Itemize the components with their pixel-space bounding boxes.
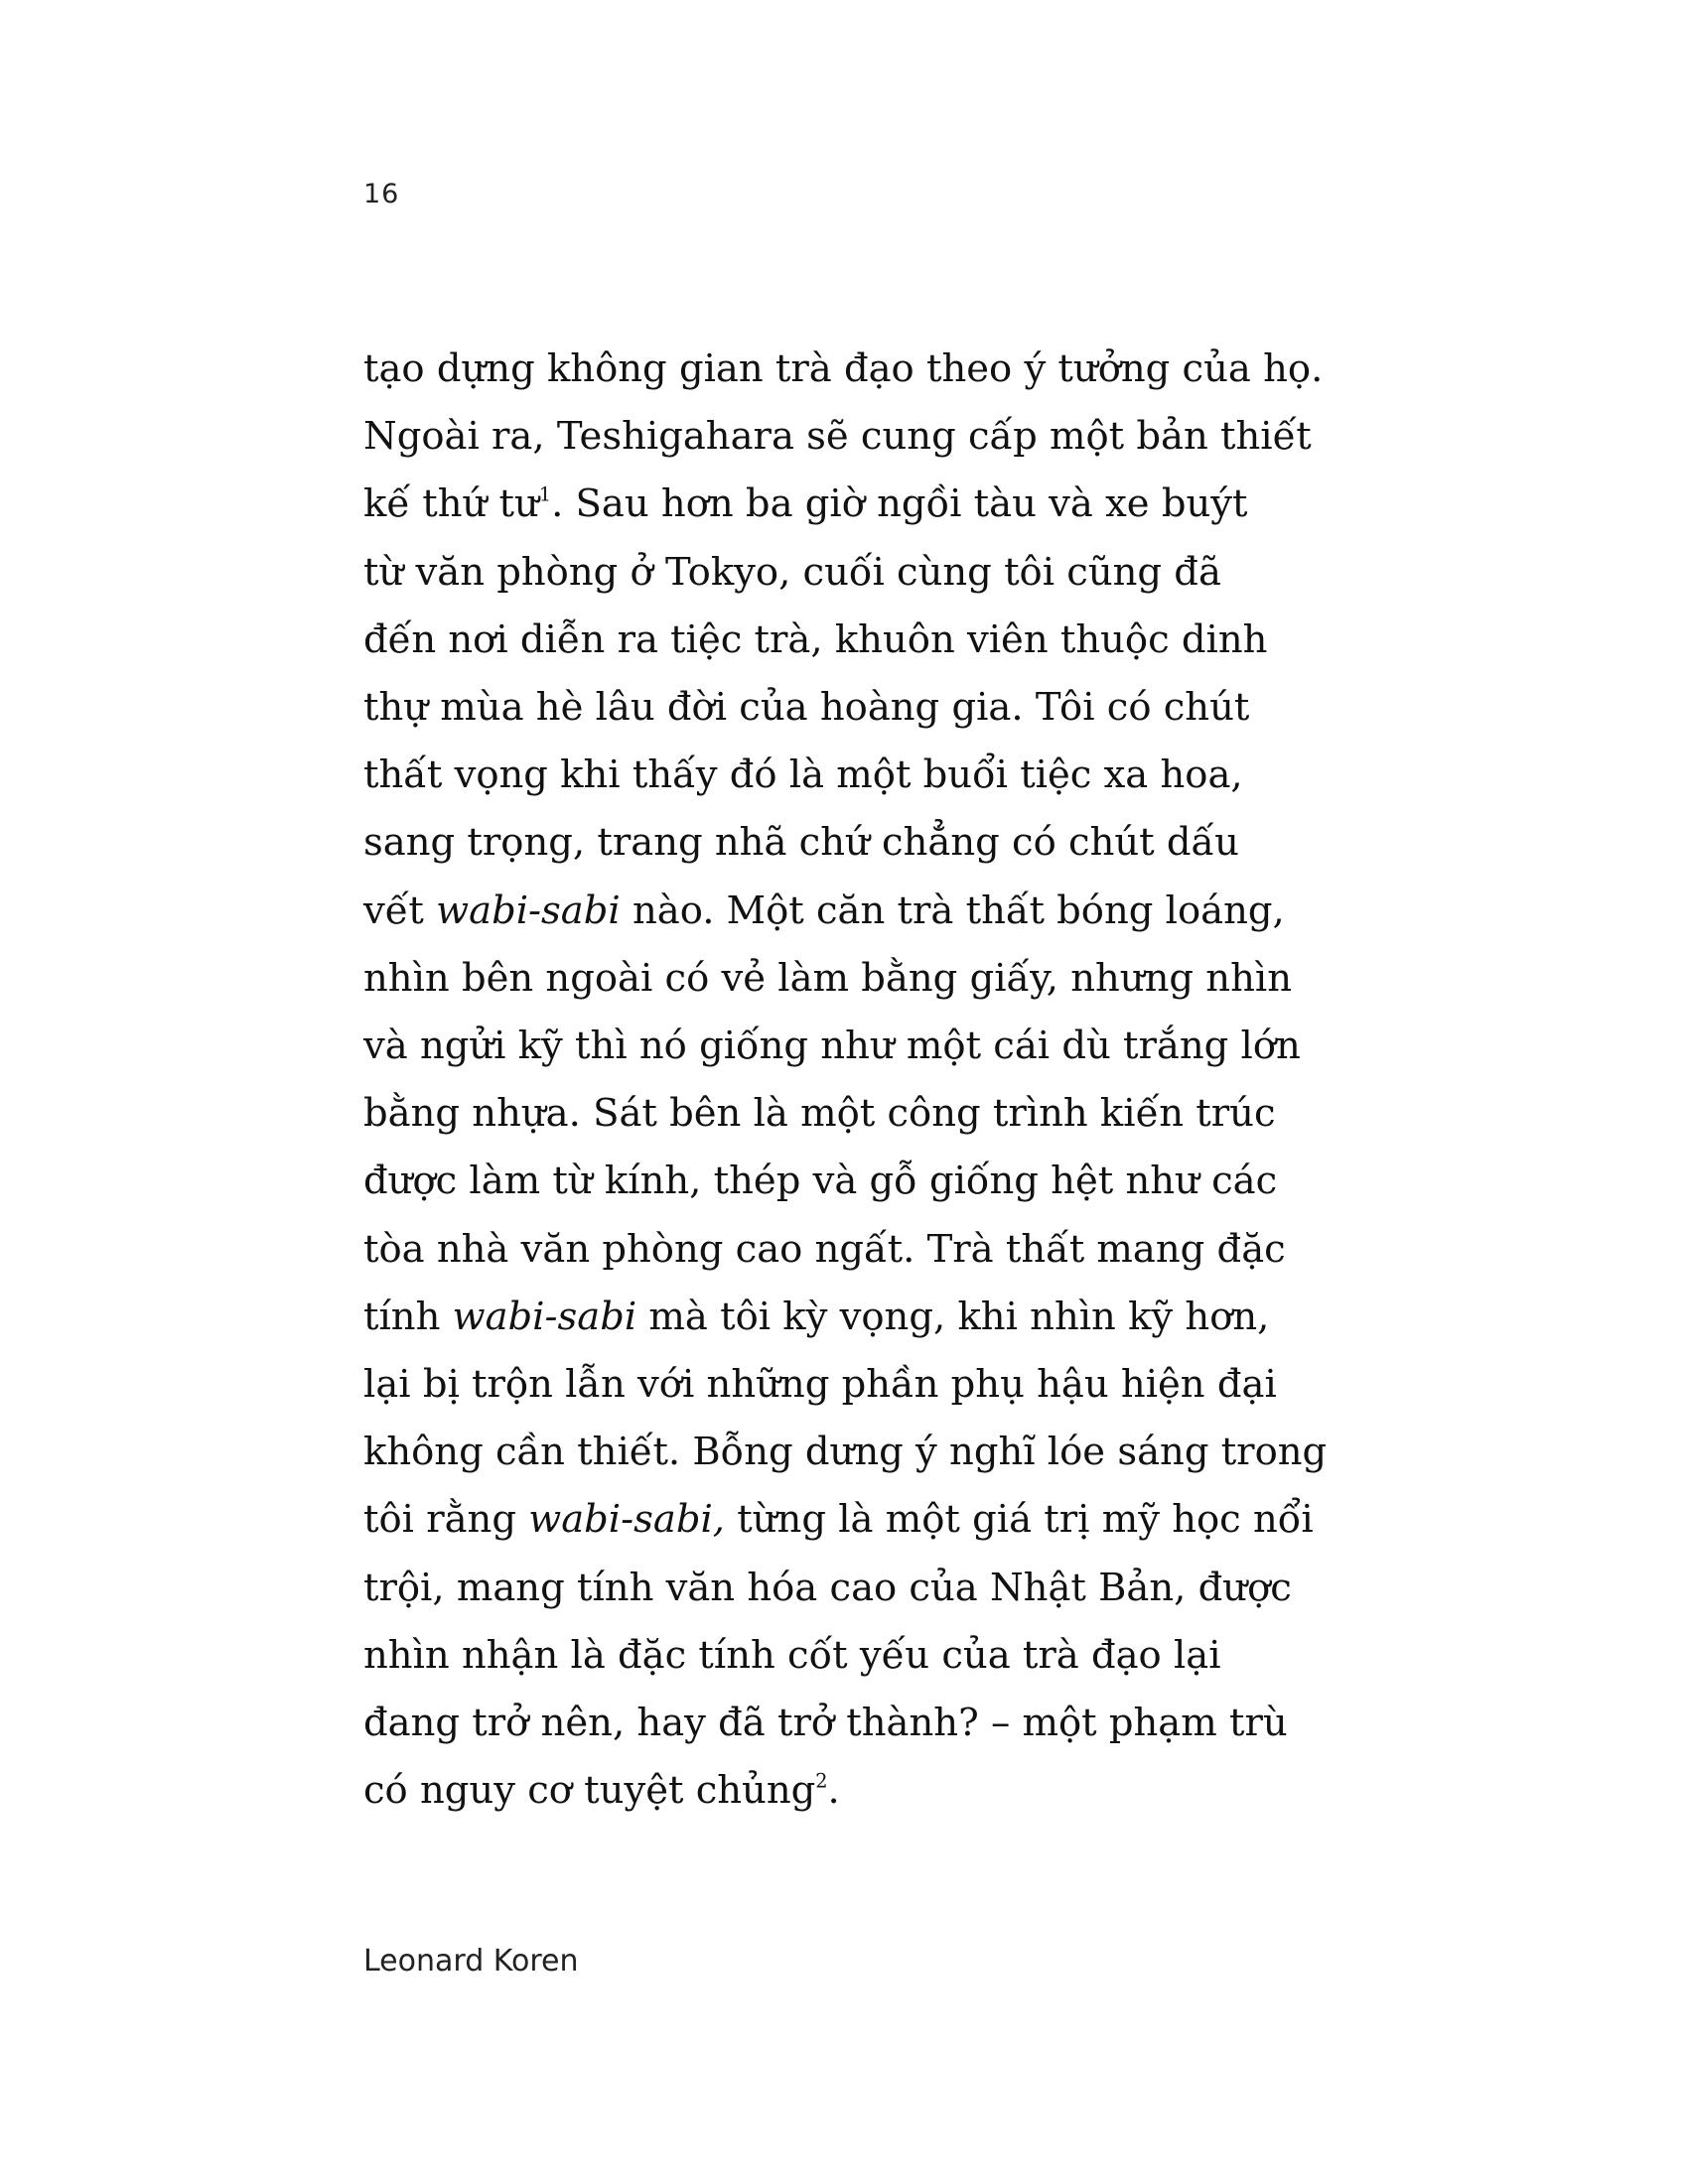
italic-term: wabi-sabi bbox=[436, 887, 621, 933]
text-line bbox=[363, 1013, 1356, 1080]
author-name: Leonard Koren bbox=[363, 1944, 579, 1979]
text-line bbox=[363, 1690, 1356, 1757]
text-line bbox=[363, 674, 1356, 742]
text-segment: và ngửi kỹ thì nó giống như một cái dù trắng lớn bbox=[363, 1024, 1301, 1069]
text-line bbox=[363, 471, 1356, 538]
text-segment: Ngoài ra, Teshigahara sẽ cung cấp một bản thiết bbox=[363, 414, 1312, 460]
text-segment: bằng nhựa. Sát bên là một công trình kiến trúc bbox=[363, 1091, 1276, 1137]
text-line bbox=[363, 403, 1356, 471]
text-line bbox=[363, 539, 1356, 607]
text-segment: lại bị trộn lẫn với những phần phụ hậu hiện đại bbox=[363, 1362, 1277, 1408]
text-segment: thự mùa hè lâu đời của hoàng gia. Tôi có chút bbox=[363, 685, 1250, 731]
text-line bbox=[363, 1148, 1356, 1215]
text-segment: tôi rằng bbox=[363, 1497, 529, 1543]
text-segment: tạo dựng không gian trà đạo theo ý tưởng của họ. bbox=[363, 346, 1324, 391]
text-segment: đến nơi diễn ra tiệc trà, khuôn viên thuộc dinh bbox=[363, 616, 1268, 662]
page-number: 16 bbox=[363, 179, 400, 209]
text-line bbox=[363, 1284, 1356, 1351]
text-segment: có nguy cơ tuyệt chủng bbox=[363, 1768, 816, 1814]
text-segment: trội, mang tính văn hóa cao của Nhật Bản, được bbox=[363, 1565, 1292, 1610]
text-segment: nhìn bên ngoài có vẻ làm bằng giấy, nhưng nhìn bbox=[363, 955, 1292, 1001]
text-segment: tòa nhà văn phòng cao ngất. Trà thất mang đặc bbox=[363, 1226, 1286, 1272]
text-line bbox=[363, 742, 1356, 809]
text-segment: từ văn phòng ở Tokyo, cuối cùng tôi cũng đã bbox=[363, 549, 1221, 595]
text-line bbox=[363, 1555, 1356, 1622]
text-line bbox=[363, 336, 1356, 403]
text-segment: đang trở nên, hay đã trở thành? – một phạm trù bbox=[363, 1701, 1288, 1746]
text-line bbox=[363, 607, 1356, 674]
text-segment: nhìn nhận là đặc tính cốt yếu của trà đạo lại bbox=[363, 1632, 1221, 1678]
text-line bbox=[363, 1486, 1356, 1554]
text-line bbox=[363, 1351, 1356, 1419]
text-line bbox=[363, 1419, 1356, 1486]
italic-term: wabi-sabi, bbox=[528, 1497, 726, 1543]
footnote-marker: 2 bbox=[815, 1769, 828, 1793]
text-segment: . bbox=[827, 1768, 840, 1814]
text-segment: sang trọng, trang nhã chứ chẳng có chút dấu bbox=[363, 820, 1239, 866]
footnote-marker: 1 bbox=[538, 483, 552, 507]
text-line bbox=[363, 1216, 1356, 1284]
italic-term: wabi-sabi bbox=[452, 1294, 637, 1339]
text-segment: . Sau hơn ba giờ ngồi tàu và xe buýt bbox=[551, 481, 1248, 527]
text-line bbox=[363, 1757, 1356, 1825]
text-segment: từng là một giá trị mỹ học nổi bbox=[725, 1497, 1314, 1543]
text-segment: được làm từ kính, thép và gỗ giống hệt như các bbox=[363, 1159, 1278, 1204]
text-segment: nào. Một căn trà thất bóng loáng, bbox=[620, 887, 1285, 933]
text-segment: tính bbox=[363, 1294, 453, 1339]
text-line bbox=[363, 1080, 1356, 1148]
text-segment: mà tôi kỳ vọng, khi nhìn kỹ hơn, bbox=[636, 1294, 1270, 1339]
text-line bbox=[363, 1622, 1356, 1690]
body-text bbox=[363, 336, 1356, 1825]
text-segment: kế thứ tư bbox=[363, 481, 539, 527]
text-line bbox=[363, 945, 1356, 1013]
text-segment: không cần thiết. Bỗng dưng ý nghĩ lóe sáng trong bbox=[363, 1430, 1328, 1475]
text-line bbox=[363, 809, 1356, 877]
text-segment: vết bbox=[363, 887, 437, 933]
text-line bbox=[363, 878, 1356, 945]
text-segment: thất vọng khi thấy đó là một buổi tiệc xa hoa, bbox=[363, 752, 1243, 798]
